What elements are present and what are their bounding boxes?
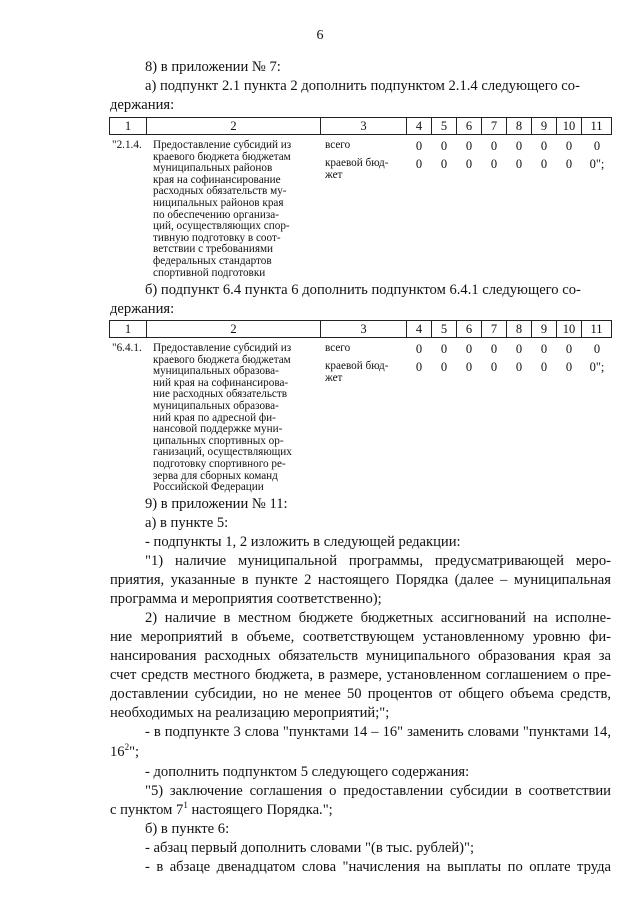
item-8b-line1: б) подпункт 6.4 пункта 6 дополнить подпунктом 6.4.1 следующего со- bbox=[145, 282, 581, 298]
header-cell: 4 bbox=[407, 118, 432, 135]
header-cell: 10 bbox=[557, 118, 582, 135]
header-cell: 11 bbox=[582, 321, 612, 338]
para-6: - абзац первый дополнить словами "(в тыс. рублей)"; bbox=[145, 840, 475, 856]
item-9: 9) в приложении № 11: bbox=[145, 496, 288, 512]
para-3-line2: $16^2$"; bbox=[110, 742, 140, 760]
para-5-line1: "5) заключение соглашения о предоставлении субсидии в соответствии bbox=[145, 783, 611, 799]
item-8b-line2: держания: bbox=[110, 301, 175, 317]
para-2-line3: нансирования расходных обязательств муниципального образования края за bbox=[110, 648, 611, 664]
header-cell: 7 bbox=[482, 321, 507, 338]
para-2-line6: необходимых на реализацию мероприятий;"; bbox=[110, 705, 390, 721]
header-cell: 6 bbox=[457, 118, 482, 135]
table-2-header bbox=[109, 320, 612, 338]
page-number: 6 bbox=[316, 28, 324, 43]
para-1-line2: приятия, указанные в пункте 2 настоящего Порядка (далее – муниципальная bbox=[110, 572, 611, 588]
header-cell: 4 bbox=[407, 321, 432, 338]
para-1-line1: "1) наличие муниципальной программы, предусматривающей меро- bbox=[145, 553, 611, 569]
header-cell: 3 bbox=[321, 118, 407, 135]
item-8a-line1: а) подпункт 2.1 пункта 2 дополнить подпунктом 2.1.4 следующего со- bbox=[145, 78, 580, 94]
para-2-line5: доставлении субсидии, но не менее 50 процентов от общего объема средств, bbox=[110, 686, 611, 702]
document-page: 6 8) в приложении № 7: а) подпункт 2.1 пункта 2 дополнить подпунктом 2.1.4 следующего со- держания: 1 2 3 4 5 6 7 8 9 10 11 "2.1.4. Предоставление субсидий из краевого бюджета бюджетам муниципальных районов края на софинансирование расходных обязательств му- ниципальных районов края по обеспечению организа- ций, осуществляющих спор- тивную подготовку в соот- ветствии с требованиями федеральных стандартов спортивной подготовки всего краевой бюд- жет 0 0 0 0 0 0 0 0 0 0 0 0 0 0 0 0"; б) подпункт 6.4 пункта 6 дополнить подпунктом 6.4.1 следующего со- держания: 1 2 3 4 5 6 7 8 9 10 11 "6.4.1. Предоставление субсидий из краевого бюджета бюджетам муниципальных образова- ний края на софинансирова- ние расходных обязательств муниципальных образова- ний края по адресной фи- нансовой поддержке муни- ципальных спортивных ор- ганизаций, осуществляющих подготовку спортивного ре- зерва для сборных команд Российской Федерации всего краевой бюд- жет 0 0 0 0 0 0 0 0 0 0 0 0 0 0 0 0"; 9) в приложении № 11: а) в пункте 5: - подпункты 1, 2 изложить в следующей редакции: "1) наличие муниципальной программы, предусматривающей меро- приятия, указанные в пункте 2 настоящего Порядка (далее – муниципальная программа и мероприятия соответственно); 2) наличие в местном бюджете бюджетных ассигнований на исполне- ние мероприятий в объеме, соответствующем установленному уровню фи- нансирования расходных обязательств муниципального образования края за счет средств местного бюджета, в размере, установленном соглашением о пре- доставлении субсидии, но не менее 50 процентов от общего объема средств, необходимых на реализацию мероприятий;"; - в подпункте 3 слова "пунктами 14 – 16" заменить словами "пунктами 14, $16^2$"; - дополнить подпунктом 5 следующего содержания: "5) заключение соглашения о предоставлении субсидии в соответствии с пунктом $7^1$ настоящего Порядка."; б) в пункте 6: - абзац первый дополнить словами "(в тыс. рублей)"; - в абзаце двенадцатом слова "начисления на выплаты по оплате труда bbox=[0, 0, 640, 905]
header-cell: 5 bbox=[432, 118, 457, 135]
header-cell: 1 bbox=[110, 321, 147, 338]
subitems-1-2: - подпункты 1, 2 изложить в следующей редакции: bbox=[145, 534, 461, 550]
table-2-description: Предоставление субсидий из краевого бюджета бюджетам муниципальных образова- ний края на софинансирова- ние расходных обязательств муниципальных образова- ний края по адресной фи- нансовой поддержке муни- ципальных спортивных ор- ганизаций, осуществляющих подготовку спортивного ре- зерва для сборных команд Российской Федерации bbox=[153, 342, 292, 494]
header-cell: 5 bbox=[432, 321, 457, 338]
table-2-source-regional: краевой бюд- жет bbox=[325, 360, 389, 384]
header-cell: 11 bbox=[582, 118, 612, 135]
header-cell: 8 bbox=[507, 118, 532, 135]
table-2-code: "6.4.1. bbox=[112, 342, 142, 354]
table-2-source-total: всего bbox=[325, 342, 351, 354]
para-4: - дополнить подпунктом 5 следующего содержания: bbox=[145, 764, 470, 780]
item-9b: б) в пункте 6: bbox=[145, 821, 230, 837]
para-7: - в абзаце двенадцатом слова "начисления на выплаты по оплате труда bbox=[145, 859, 611, 875]
table-1-source-regional: краевой бюд- жет bbox=[325, 157, 389, 181]
para-5-line2: с пунктом $7^1$ настоящего Порядка."; bbox=[110, 800, 333, 818]
header-cell: 7 bbox=[482, 118, 507, 135]
header-cell: 6 bbox=[457, 321, 482, 338]
table-1-header bbox=[109, 117, 612, 135]
para-2-line4: счет средств местного бюджета, в размере, установленном соглашением о пре- bbox=[110, 667, 611, 683]
header-cell: 9 bbox=[532, 321, 557, 338]
para-2-line1: 2) наличие в местном бюджете бюджетных ассигнований на исполне- bbox=[145, 610, 611, 626]
table-1-description: Предоставление субсидий из краевого бюджета бюджетам муниципальных районов края на софинансирование расходных обязательств му- ниципальных районов края по обеспечению организа- ций, осуществляющих спор- тивную подготовку в соот- ветствии с требованиями федеральных стандартов спортивной подготовки bbox=[153, 139, 292, 279]
header-cell: 1 bbox=[110, 118, 147, 135]
table-1-code: "2.1.4. bbox=[112, 139, 142, 151]
item-9a: а) в пункте 5: bbox=[145, 515, 229, 531]
item-8a-line2: держания: bbox=[110, 97, 175, 113]
header-cell: 10 bbox=[557, 321, 582, 338]
para-3-line1: - в подпункте 3 слова "пунктами 14 – 16" заменить словами "пунктами 14, bbox=[145, 724, 611, 740]
para-2-line2: ние мероприятий в объеме, соответствующем установленному уровню фи- bbox=[110, 629, 611, 645]
header-cell: 2 bbox=[147, 321, 321, 338]
item-8: 8) в приложении № 7: bbox=[145, 59, 281, 75]
header-cell: 9 bbox=[532, 118, 557, 135]
header-cell: 8 bbox=[507, 321, 532, 338]
header-cell: 2 bbox=[147, 118, 321, 135]
table-1-source-total: всего bbox=[325, 139, 351, 151]
header-cell: 3 bbox=[321, 321, 407, 338]
para-1-line3: программа и мероприятия соответственно); bbox=[110, 591, 382, 607]
